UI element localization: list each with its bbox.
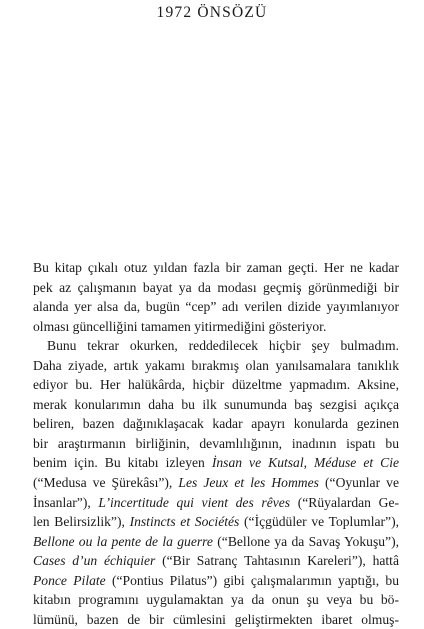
text-segment: benim için. Bu kitabı izleyen	[33, 455, 212, 471]
text-segment: olması güncelliğini tamamen yitirmediğini gösteriyor.	[33, 318, 327, 334]
text-segment: lümünü, bazen de bir cümlesini geliştirmekten ibaret olmuş-	[33, 611, 399, 627]
italic-title: Ponce Pilate	[33, 572, 106, 588]
italic-title: İnsan ve Kutsal	[211, 455, 304, 471]
paragraph	[33, 336, 399, 629]
text-line	[33, 356, 399, 376]
text-segment: (“Oyunlar ve	[318, 475, 399, 491]
text-segment: kitabın programını uygulamaktan ya da onun şu veya bu bö-	[33, 592, 399, 608]
text-line	[33, 297, 399, 317]
text-line	[33, 532, 399, 552]
italic-title: Bellone ou la pente de la guerre	[33, 533, 213, 549]
italic-title: Cases d’un échiquier	[33, 553, 156, 569]
text-segment: len Belirsizlik”),	[33, 514, 130, 530]
text-line	[33, 278, 399, 298]
italic-title: Instincts et Sociétés	[129, 514, 240, 530]
text-line	[33, 453, 399, 473]
italic-title: Les Jeux et les Hommes	[178, 475, 319, 491]
text-segment: beliren, bazen dağınıklaşacak kadar apayrı konularda gezinen	[33, 416, 399, 432]
text-segment: ediyor bu. Her halükârda, hiçbir düzeltme yapmadım. Aksine,	[33, 377, 399, 393]
italic-title: L’incertitude qui vient des rêves	[98, 494, 291, 510]
text-line	[33, 258, 399, 278]
text-segment: bir araştırmanın birliğinin, devamlılığının, inadının ispatı bu	[33, 435, 399, 451]
text-line	[33, 317, 399, 337]
text-line	[33, 375, 399, 395]
text-line	[33, 610, 399, 629]
italic-title: Méduse et Cie	[314, 455, 399, 471]
text-line	[33, 571, 399, 591]
text-segment: (“Medusa ve Şürekâsı”),	[33, 475, 179, 491]
page-heading: 1972 ÖNSÖZÜ	[156, 4, 268, 21]
text-segment: pek az çalışmanın bayat ya da modası geçmiş görünmediği bir	[33, 279, 399, 295]
text-segment: İnsanlar”),	[33, 494, 99, 510]
text-line	[33, 434, 399, 454]
text-line	[33, 590, 399, 610]
text-segment: Daha ziyade, artık yakamı bırakmış olan yanılsamalara tanıklık	[33, 357, 399, 373]
preface-body	[33, 258, 399, 629]
paragraph	[33, 258, 399, 336]
text-line	[33, 473, 399, 493]
text-line	[33, 414, 399, 434]
text-segment: Bunu tekrar okurken, reddedilecek hiçbir şey bulmadım.	[47, 338, 399, 354]
text-line	[33, 336, 399, 356]
text-line	[33, 493, 399, 513]
text-segment: (“Bir Satranç Tahtasının Kareleri”), hattâ	[155, 553, 399, 569]
text-segment: (“Bellone ya da Savaş Yokuşu”),	[212, 533, 399, 549]
text-segment: Bu kitap çıkalı otuz yıldan fazla bir zaman geçti. Her ne kadar	[33, 260, 399, 275]
text-segment: (“İçgüdüler ve Toplumlar”),	[239, 514, 399, 530]
text-segment: ,	[303, 455, 315, 471]
text-line	[33, 512, 399, 532]
text-line	[33, 551, 399, 571]
text-line	[33, 395, 399, 415]
text-segment: (“Rüyalardan Ge-	[290, 494, 399, 510]
text-segment: merak konularımın daha bu ilk sunumunda baş sezgisi açıkça	[33, 396, 399, 412]
text-segment: (“Pontius Pilatus”) gibi çalışmalarımın yaptığı, bu	[105, 572, 399, 588]
text-segment: alanda yer alsa da, bugün “cep” adı verilen dizide yayımlanıyor	[33, 299, 399, 315]
